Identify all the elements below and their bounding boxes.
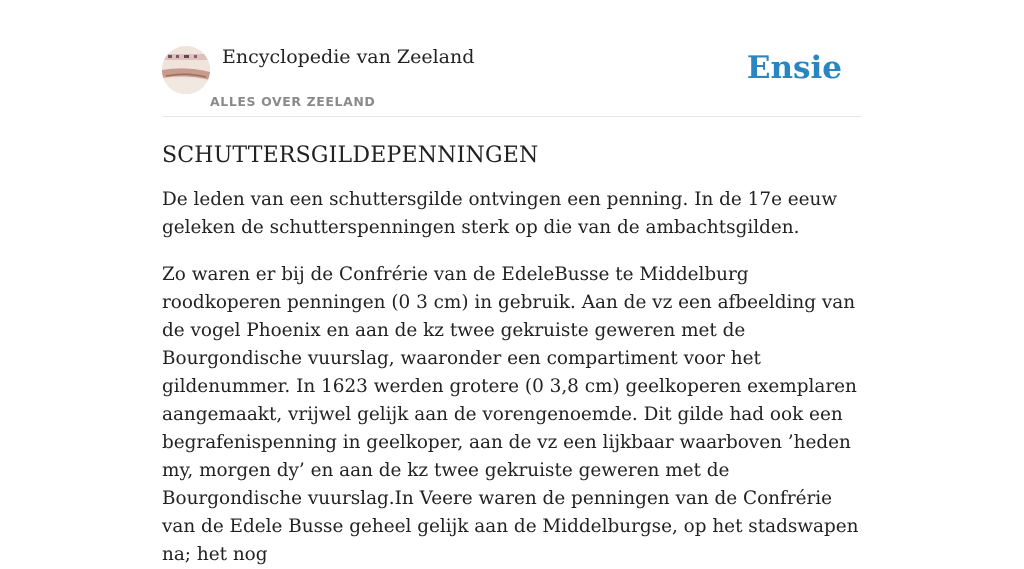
zeeland-image-avatar-icon <box>162 46 210 94</box>
ensie-logo[interactable]: Ensie <box>746 50 842 86</box>
site-header <box>162 0 862 117</box>
article-paragraph: De leden van een schuttersgilde ontvingen een penning. In de 17e eeuw geleken de schutterspenningen sterk op die van de ambachtsgilden. <box>162 189 838 238</box>
site-tagline: ALLES OVER ZEELAND <box>210 94 376 109</box>
site-avatar[interactable] <box>162 46 210 94</box>
article-paragraph: Zo waren er bij de Confrérie van de EdeleBusse te Middelburg roodkoperen penningen (0 3 cm) in gebruik. Aan de vz een afbeelding van de vogel Phoenix en aan de kz twee gekruiste geweren met de Bourgondische vuurslag, waaronder een compartiment voor het gildenummer. In 1623 werden grotere (0 3,8 cm) geelkoperen exemplaren aangemaakt, vrijwel gelijk aan de vorengenoemde. Dit gilde had ook een begrafenispenning in geelkoper, aan de vz een lijkbaar waarboven ’heden my, morgen dy’ en aan de kz twee gekruiste geweren met de Bourgondische vuurslag.In Veere waren de penningen van de Confrérie van de Edele Busse geheel gelijk aan de Middelburgse, op het stadswapen na; het nog <box>162 264 859 565</box>
page <box>162 0 862 569</box>
article <box>162 143 862 569</box>
site-title[interactable]: Encyclopedie van Zeeland <box>222 46 475 68</box>
article-title: SCHUTTERSGILDEPENNINGEN <box>162 143 539 168</box>
